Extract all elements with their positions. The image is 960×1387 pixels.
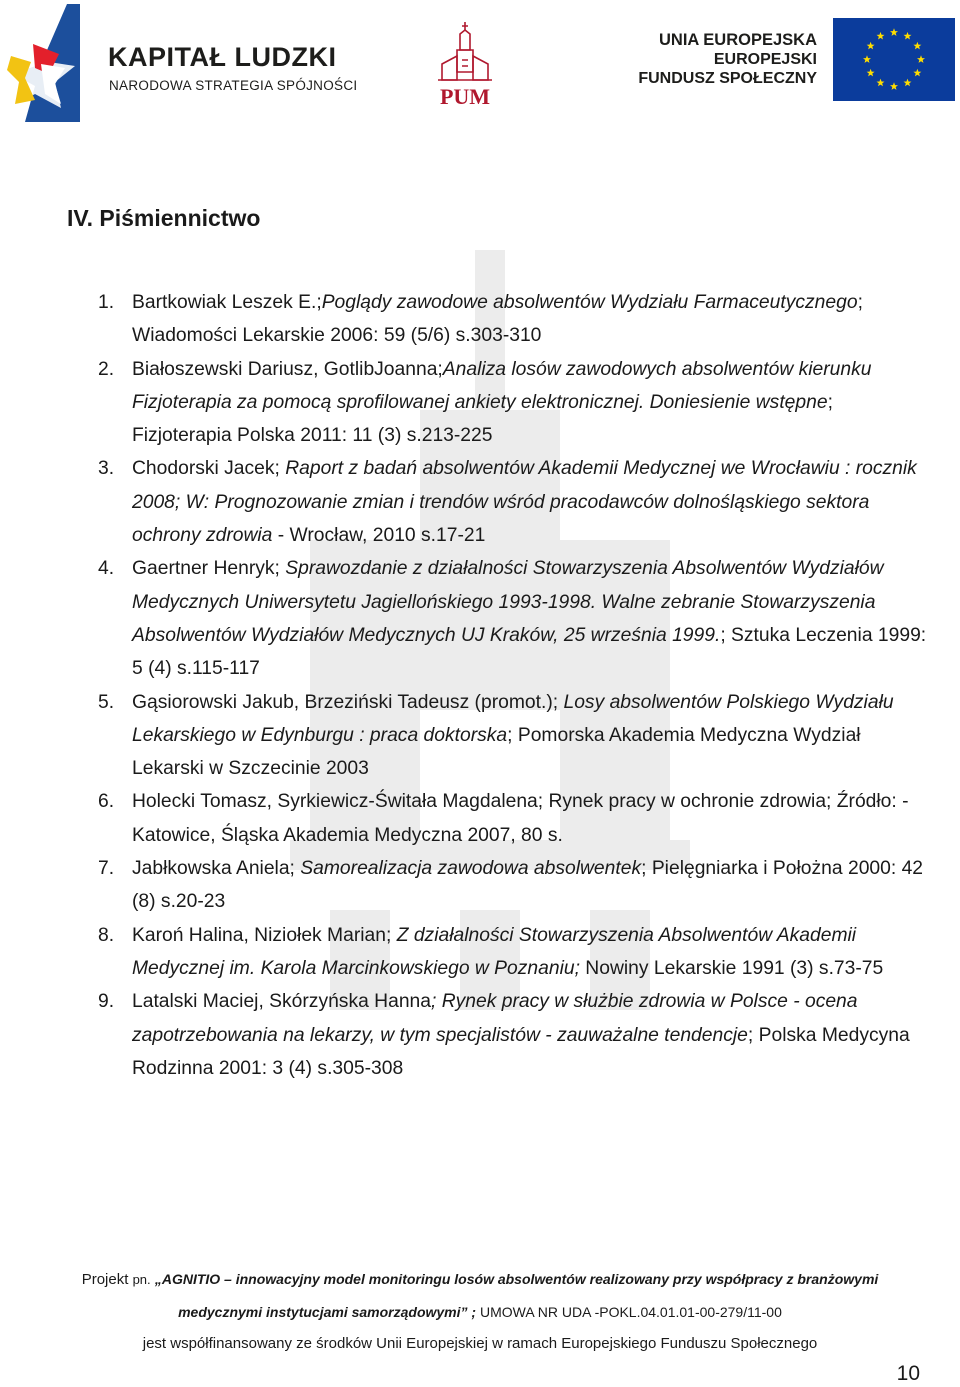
footer-umowa: UMOWA NR UDA -POKL.04.01.01-00-279/11-00 bbox=[479, 1304, 782, 1320]
eu-label-line2: EUROPEJSKI bbox=[713, 51, 817, 68]
reference-text: ; Sztuka Leczenia 1999: 5 (4) s.115-117 bbox=[132, 624, 927, 680]
reference-item bbox=[67, 552, 927, 685]
reference-number: 7. bbox=[98, 858, 115, 880]
reference-number: 9. bbox=[98, 991, 115, 1013]
reference-title-text: Z działalności Stowarzyszenia Absolwentów Akademii Medycznej im. Karola Marcinkowskiego w Poznaniu; bbox=[132, 924, 857, 979]
reference-title-text: Poglądy zawodowe absolwentów Wydziału Farmaceutycznego bbox=[321, 292, 858, 313]
reference-text: ; Polska Medycyna Rodzinna 2001: 3 (4) s.305-308 bbox=[132, 1024, 910, 1079]
reference-title-text: Losy absolwentów Polskiego Wydziału Lekarskiego w Edynburgu : praca doktorska bbox=[132, 691, 894, 746]
reference-text: Bartkowiak Leszek E.; bbox=[132, 292, 322, 313]
footer-cofinanced: jest współfinansowany ze środków Unii Europejskiej w ramach Europejskiego Funduszu Społecznego bbox=[142, 1335, 818, 1352]
eu-flag-icon bbox=[833, 18, 955, 101]
footer-line-1 bbox=[0, 1263, 960, 1296]
footer-projekt: Projekt bbox=[81, 1271, 129, 1288]
reference-text: Latalski Maciej, Skórzyńska Hanna bbox=[132, 991, 431, 1013]
page-number: 10 bbox=[896, 1362, 920, 1385]
reference-number: 8. bbox=[98, 924, 115, 946]
reference-text: Gaertner Henryk; bbox=[132, 558, 286, 580]
section-title: IV. Piśmiennictwo bbox=[67, 205, 261, 231]
main-content bbox=[67, 198, 927, 1085]
reference-number: 1. bbox=[98, 292, 115, 313]
page-header bbox=[0, 0, 960, 130]
reference-number: 4. bbox=[98, 558, 115, 580]
footer-project-title-1: „AGNITIO – innowacyjny model monitoringu losów absolwentów realizowany przy współpracy z branżowymi bbox=[154, 1271, 879, 1287]
kapital-ludzki-logo bbox=[5, 4, 80, 122]
reference-text: ; Pielęgniarka i Położna 2000: 42 (8) s.20-23 bbox=[132, 858, 924, 913]
eu-label-line1: UNIA EUROPEJSKA bbox=[659, 31, 817, 49]
reference-item bbox=[67, 985, 927, 1085]
reference-number: 3. bbox=[98, 458, 115, 480]
page-footer bbox=[0, 1263, 960, 1360]
kapital-ludzki-title: KAPITAŁ LUDZKI bbox=[108, 42, 337, 72]
reference-title-text: Analiza losów zawodowych absolwentów kierunku Fizjoterapia za pomocą sprofilowanej ankiety elektronicznej. Doniesienie wstępne bbox=[132, 358, 872, 413]
reference-title-text: Raport z badań absolwentów Akademii Medycznej we Wrocławiu : rocznik 2008; W: Prognozowanie zmian i trendów wśród pracodawców dolnośląskiego sektora ochrony zdrowia bbox=[132, 458, 917, 547]
reference-item bbox=[67, 353, 927, 453]
reference-text: ; Wiadomości Lekarskie 2006: 59 (5/6) s.303-310 bbox=[132, 292, 863, 347]
footer-line-2 bbox=[0, 1296, 960, 1328]
reference-number: 2. bbox=[98, 358, 115, 380]
reference-title-text: Sprawozdanie z działalności Stowarzyszenia Absolwentów Wydziałów Medycznych Uniwersytetu Jagiellońskiego 1993-1998. Walne zebranie Stowarzyszenia Absolwentów Wydziałów Medycznych UJ Kraków, 25 września 1999. bbox=[132, 558, 884, 646]
reference-item bbox=[67, 852, 927, 919]
reference-item bbox=[67, 785, 927, 852]
reference-text: - Wrocław, 2010 s.17-21 bbox=[272, 525, 486, 547]
reference-item bbox=[67, 919, 927, 986]
reference-title-text: Samorealizacja zawodowa absolwentek bbox=[300, 858, 642, 880]
eu-label-line3: FUNDUSZ SPOŁECZNY bbox=[638, 70, 817, 87]
reference-number: 5. bbox=[98, 691, 115, 713]
reference-text: Białoszewski Dariusz, GotlibJoanna; bbox=[132, 358, 443, 380]
reference-text: Holecki Tomasz, Syrkiewicz-Świtała Magdalena; Rynek pracy w ochronie zdrowia; Źródło: - Katowice, Śląska Akademia Medyczna 2007, 80 s. bbox=[132, 791, 909, 846]
references-list bbox=[67, 286, 927, 1085]
reference-text: Chodorski Jacek; bbox=[132, 458, 286, 480]
reference-item bbox=[67, 452, 927, 552]
pum-logo bbox=[432, 20, 498, 110]
footer-pn: pn. bbox=[132, 1272, 151, 1287]
reference-text: Karoń Halina, Niziołek Marian; bbox=[132, 924, 397, 946]
pum-logo-text: PUM bbox=[439, 84, 491, 109]
reference-item bbox=[67, 286, 927, 353]
reference-text: ; Fizjoterapia Polska 2011: 11 (3) s.213-225 bbox=[132, 391, 833, 447]
reference-item bbox=[67, 686, 927, 786]
kapital-ludzki-subtitle: NARODOWA STRATEGIA SPÓJNOŚCI bbox=[109, 78, 358, 93]
reference-title-text: ; Rynek pracy w służbie zdrowia w Polsce - ocena zapotrzebowania na lekarzy, w tym specjalistów - zauważalne tendencje bbox=[132, 991, 858, 1046]
reference-number: 6. bbox=[98, 791, 115, 813]
reference-text: Gąsiorowski Jakub, Brzeziński Tadeusz (promot.); bbox=[132, 691, 564, 713]
reference-text: ; Pomorska Akademia Medyczna Wydział Lekarski w Szczecinie 2003 bbox=[132, 724, 861, 780]
reference-text: Jabłkowska Aniela; bbox=[132, 858, 301, 880]
reference-text: Nowiny Lekarskie 1991 (3) s.73-75 bbox=[579, 957, 884, 979]
footer-project-title-2: medycznymi instytucjami samorządowymi” ; bbox=[178, 1304, 477, 1320]
